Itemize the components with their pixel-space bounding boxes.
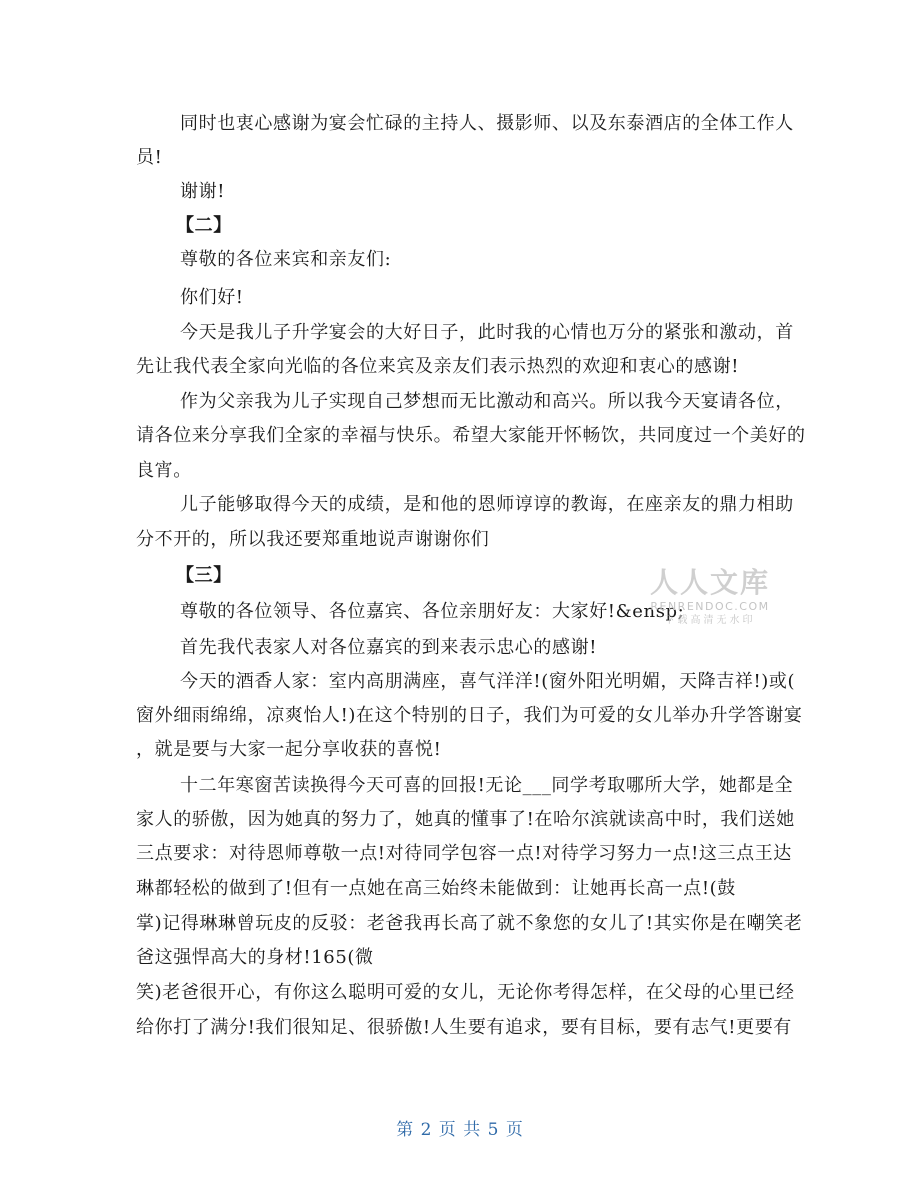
watermark-domain: RENRENDOC.COM [650, 600, 770, 613]
watermark [640, 566, 780, 628]
text-line: 先让我代表全家向光临的各位来宾及亲友们表示热烈的欢迎和衷心的感谢! [136, 356, 740, 377]
section-heading: 【三】 [176, 565, 232, 586]
page-number-footer: 第 2 页 共 5 页 [396, 1120, 524, 1140]
text-line: 儿子能够取得今天的成绩，是和他的恩师谆谆的教诲，在座亲友的鼎力相助 [180, 494, 794, 515]
text-line: 今天是我儿子升学宴会的大好日子，此时我的心情也万分的紧张和激动，首 [180, 322, 794, 343]
text-line: 尊敬的各位领导、各位嘉宾、各位亲朋好友：大家好!&ensp; [180, 601, 685, 622]
text-line: 你们好! [180, 287, 244, 308]
text-line: 作为父亲我为儿子实现自己梦想而无比激动和高兴。所以我今天宴请各位， [180, 391, 794, 412]
watermark-tagline: 下载高清无水印 [664, 615, 756, 626]
text-line: 三点要求：对待恩师尊敬一点!对待同学包容一点!对待学习努力一点!这三点王达 [136, 843, 792, 864]
text-line: 爸这强悍高大的身材!165(微 [136, 947, 374, 968]
text-line: 掌)记得琳琳曾玩皮的反驳：老爸我再长高了就不象您的女儿了!其实你是在嘲笑老 [136, 913, 803, 934]
text-line: 良宵。 [136, 460, 192, 481]
text-line: 家人的骄傲，因为她真的努力了，她真的懂事了!在哈尔滨就读高中时，我们送她 [136, 809, 795, 830]
text-line: 同时也衷心感谢为宴会忙碌的主持人、摄影师、以及东泰酒店的全体工作人 [180, 113, 794, 134]
text-line: 员! [136, 147, 163, 168]
text-line: 首先我代表家人对各位嘉宾的到来表示忠心的感谢! [180, 637, 598, 658]
text-line: 窗外细雨绵绵，凉爽怡人!)在这个特别的日子，我们为可爱的女儿举办升学答谢宴 [136, 705, 803, 726]
text-line: 十二年寒窗苦读换得今天可喜的回报!无论___同学考取哪所大学，她都是全 [180, 775, 794, 796]
text-line: 今天的酒香人家：室内高朋满座，喜气洋洋!(窗外阳光明媚，天降吉祥!)或( [180, 671, 796, 692]
text-line: 给你打了满分!我们很知足、很骄傲!人生要有追求，要有目标，要有志气!更要有 [136, 1017, 792, 1038]
text-line: 分不开的，所以我还要郑重地说声谢谢你们 [136, 529, 490, 550]
text-line: ，就是要与大家一起分享收获的喜悦! [136, 739, 442, 760]
text-line: 请各位来分享我们全家的幸福与快乐。希望大家能开怀畅饮，共同度过一个美好的 [136, 425, 806, 446]
watermark-logo-text: 人人文库 [649, 566, 770, 599]
text-line: 尊敬的各位来宾和亲友们: [180, 249, 392, 270]
text-line: 琳都轻松的做到了!但有一点她在高三始终未能做到：让她再长高一点!(鼓 [136, 878, 736, 899]
text-line: 谢谢! [180, 181, 226, 202]
section-heading: 【二】 [176, 215, 232, 236]
text-line: 笑)老爸很开心，有你这么聪明可爱的女儿，无论你考得怎样，在父母的心里已经 [136, 982, 795, 1003]
